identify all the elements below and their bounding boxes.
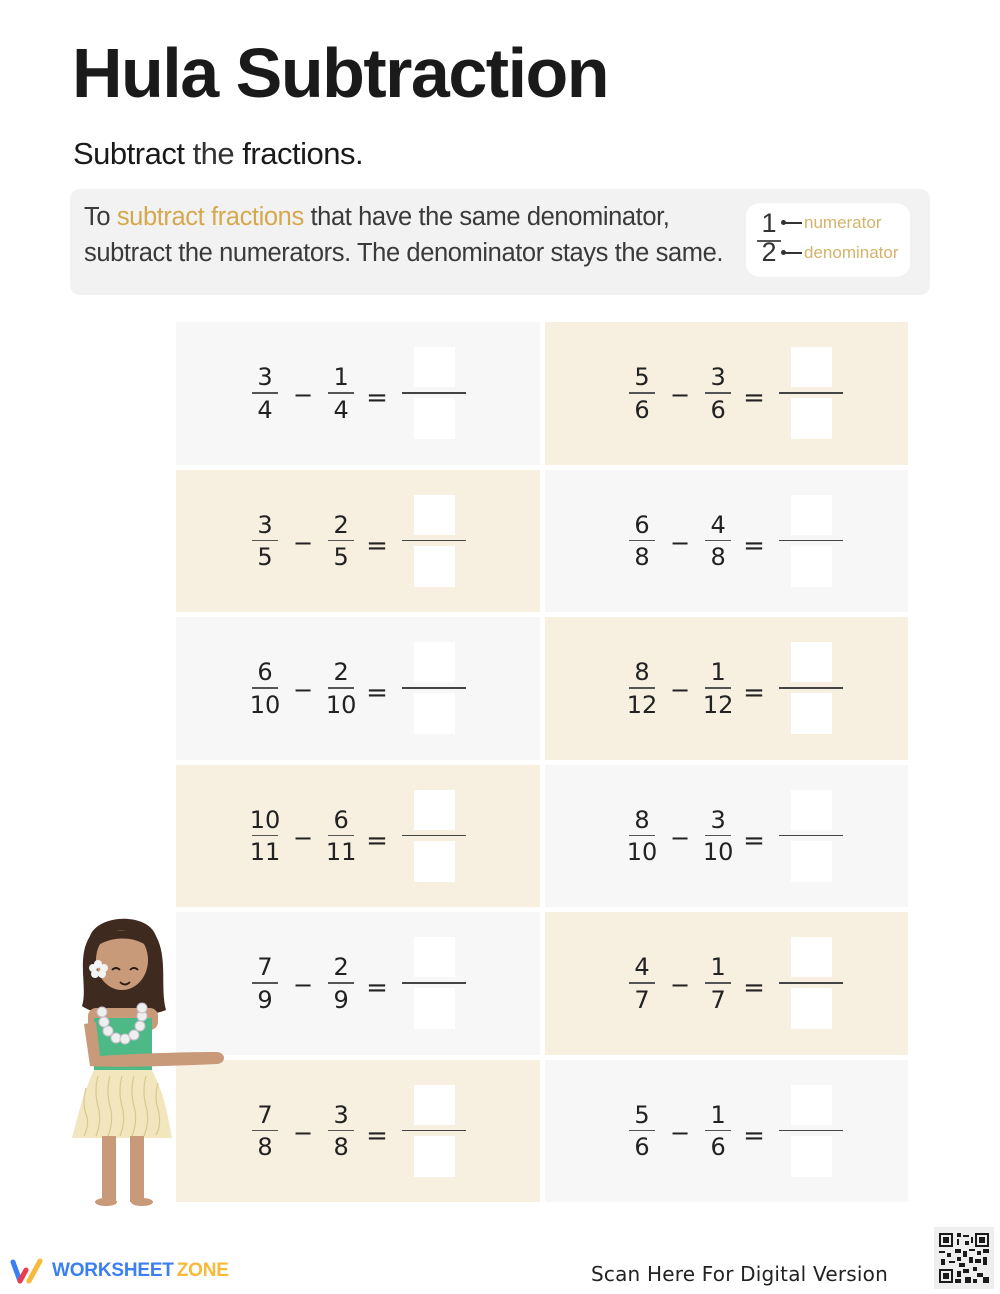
fraction-a-numerator: 10 [249, 805, 281, 834]
fraction-a-numerator: 8 [634, 805, 650, 834]
equals-sign: = [366, 383, 388, 414]
problem-cell-5 [176, 617, 540, 760]
qr-code-icon[interactable] [934, 1227, 994, 1289]
minus-sign: − [293, 676, 314, 705]
answer-fraction-bar [779, 687, 843, 689]
fraction-a-denominator: 10 [249, 690, 281, 719]
subtraction-problem [250, 912, 468, 1055]
answer-fraction-bar [402, 687, 466, 689]
fraction-b-denominator: 6 [710, 395, 726, 424]
problem-cell-11 [176, 1060, 540, 1203]
minus-sign: − [670, 823, 691, 852]
fraction-b [703, 365, 733, 422]
subtraction-problem [627, 912, 845, 1055]
answer-fraction-bar [779, 540, 843, 542]
problem-cell-1 [176, 322, 540, 465]
minus-sign: − [670, 381, 691, 410]
minus-sign: − [670, 971, 691, 1000]
equals-sign: = [743, 383, 765, 414]
instructions-suffix: that have the same denominator, subtract the numerators. The denominator stays the same. [84, 203, 724, 267]
fraction-b [703, 660, 733, 717]
fraction-b [702, 805, 734, 866]
arrow-left-icon [782, 252, 802, 254]
fraction-b-numerator: 3 [710, 805, 726, 834]
equals-sign: = [366, 973, 388, 1004]
answer-fraction [779, 495, 845, 587]
instructions-prefix: To [84, 203, 117, 231]
fraction-a-denominator: 6 [634, 395, 650, 424]
subtitle-word-the: the [184, 136, 243, 171]
worksheet-zone-logo-icon [10, 1258, 46, 1284]
fraction-b [703, 510, 733, 571]
problem-cell-10 [545, 912, 908, 1055]
page-subtitle [73, 136, 363, 172]
instructions-text [84, 199, 744, 271]
fraction-a-numerator: 5 [634, 1100, 650, 1129]
example-denominator: 2 [761, 237, 777, 267]
answer-fraction [402, 642, 468, 734]
fraction-a-denominator: 4 [257, 395, 273, 424]
fraction-a-numerator: 5 [634, 363, 650, 391]
example-numerator: 1 [761, 208, 777, 238]
answer-denominator-box[interactable] [414, 841, 455, 882]
problem-cell-6 [545, 617, 908, 760]
logo-text-zone: ZONE [176, 1260, 229, 1281]
fraction-b [326, 1100, 356, 1161]
answer-fraction [779, 642, 845, 734]
answer-numerator-box[interactable] [414, 642, 455, 682]
fraction-a [626, 805, 658, 866]
minus-sign: − [293, 381, 314, 410]
minus-sign: − [293, 528, 314, 557]
equals-sign: = [366, 678, 388, 709]
fraction-a [250, 660, 280, 717]
answer-fraction-bar [402, 392, 466, 394]
scan-instruction: Scan Here For Digital Version [591, 1262, 888, 1286]
fraction-a-denominator: 8 [634, 543, 650, 571]
fraction-a-denominator: 9 [257, 985, 273, 1014]
fraction-b-denominator: 6 [710, 1133, 726, 1161]
answer-fraction-bar [779, 1130, 843, 1132]
fraction-a-numerator: 6 [257, 658, 273, 686]
problem-cell-12 [545, 1060, 908, 1203]
fraction-b-denominator: 7 [710, 985, 726, 1014]
answer-numerator-box[interactable] [791, 347, 832, 387]
answer-numerator-box[interactable] [791, 1085, 832, 1125]
fraction-b-denominator: 4 [333, 395, 349, 424]
fraction-b-numerator: 4 [710, 510, 726, 539]
equals-sign: = [743, 678, 765, 709]
answer-fraction [779, 790, 845, 882]
answer-numerator-box[interactable] [791, 790, 832, 830]
fraction-a-denominator: 12 [626, 690, 658, 719]
subtitle-word-fractions: fractions. [242, 136, 364, 171]
subtraction-problem [250, 765, 468, 908]
instructions-box [70, 189, 930, 295]
fraction-a [627, 365, 657, 422]
fraction-a [250, 510, 280, 571]
worksheet-zone-logo[interactable] [10, 1258, 229, 1284]
logo-text-worksheet: WORKSHEET [52, 1260, 174, 1281]
fraction-b [326, 660, 356, 717]
fraction-a [250, 1100, 280, 1161]
numerator-label [782, 213, 881, 233]
fraction-b-numerator: 3 [333, 1100, 349, 1129]
answer-fraction [402, 937, 468, 1029]
answer-fraction [779, 937, 845, 1029]
fraction-a-denominator: 8 [257, 1133, 273, 1161]
answer-fraction-bar [779, 982, 843, 984]
fraction-b [326, 955, 356, 1012]
answer-fraction-bar [779, 835, 843, 837]
answer-numerator-box[interactable] [414, 495, 455, 535]
answer-numerator-box[interactable] [791, 642, 832, 682]
answer-numerator-box[interactable] [414, 347, 455, 387]
fraction-b-denominator: 8 [333, 1133, 349, 1161]
problem-grid [176, 322, 908, 1202]
fraction-a-denominator: 7 [634, 985, 650, 1014]
answer-denominator-box[interactable] [414, 693, 455, 734]
answer-denominator-box[interactable] [791, 693, 832, 734]
fraction-b-denominator: 11 [325, 838, 357, 866]
fraction-a [627, 510, 657, 571]
answer-denominator-box[interactable] [791, 546, 832, 587]
fraction-b-numerator: 6 [333, 805, 349, 834]
fraction-b-numerator: 2 [333, 510, 349, 539]
subtraction-problem [250, 617, 468, 760]
fraction-b-denominator: 10 [325, 690, 357, 719]
subtraction-problem [250, 470, 468, 613]
subtitle-word-subtract: Subtract [73, 136, 185, 171]
answer-fraction-bar [402, 1130, 466, 1132]
answer-numerator-box[interactable] [414, 1085, 455, 1125]
fraction-a [249, 805, 281, 866]
subtraction-problem [627, 1060, 845, 1203]
equals-sign: = [366, 825, 388, 856]
fraction-b [325, 805, 357, 866]
minus-sign: − [670, 676, 691, 705]
minus-sign: − [293, 823, 314, 852]
fraction-b-denominator: 8 [710, 543, 726, 571]
fraction-a-numerator: 3 [257, 363, 273, 391]
answer-denominator-box[interactable] [791, 988, 832, 1029]
page-title: Hula Subtraction [72, 34, 609, 112]
minus-sign: − [293, 1118, 314, 1147]
subtraction-problem [250, 1060, 468, 1203]
fraction-b-numerator: 1 [710, 953, 726, 981]
answer-denominator-box[interactable] [414, 1136, 455, 1177]
fraction-b-denominator: 12 [702, 690, 734, 719]
answer-denominator-box[interactable] [791, 1136, 832, 1177]
fraction-a [627, 660, 657, 717]
answer-fraction-bar [402, 835, 466, 837]
fraction-b-numerator: 1 [710, 658, 726, 686]
fraction-a-numerator: 3 [257, 510, 273, 539]
fraction-a-numerator: 7 [257, 953, 273, 981]
fraction-a-denominator: 5 [257, 543, 273, 571]
answer-fraction [779, 1085, 845, 1177]
fraction-a-numerator: 7 [257, 1100, 273, 1129]
equals-sign: = [743, 530, 765, 561]
arrow-left-icon [782, 222, 802, 224]
answer-fraction [402, 495, 468, 587]
answer-fraction [402, 1085, 468, 1177]
fraction-a-denominator: 6 [634, 1133, 650, 1161]
answer-fraction-bar [402, 540, 466, 542]
answer-denominator-box[interactable] [791, 841, 832, 882]
problem-cell-3 [176, 470, 540, 613]
fraction-b-denominator: 5 [333, 543, 349, 571]
equals-sign: = [743, 973, 765, 1004]
answer-numerator-box[interactable] [791, 495, 832, 535]
hula-girl-illustration [68, 918, 228, 1208]
subtraction-problem [627, 765, 845, 908]
fraction-a-numerator: 8 [634, 658, 650, 686]
instructions-highlight: subtract fractions [116, 203, 304, 231]
minus-sign: − [293, 971, 314, 1000]
problem-cell-4 [545, 470, 908, 613]
answer-numerator-box[interactable] [414, 790, 455, 830]
answer-numerator-box[interactable] [791, 937, 832, 977]
answer-fraction [779, 347, 845, 439]
fraction-a-denominator: 11 [249, 838, 281, 866]
fraction-a-numerator: 4 [634, 953, 650, 981]
answer-denominator-box[interactable] [414, 398, 455, 439]
answer-numerator-box[interactable] [414, 937, 455, 977]
answer-fraction-bar [402, 982, 466, 984]
fraction-b [703, 955, 733, 1012]
problem-cell-7 [176, 765, 540, 908]
fraction-b-numerator: 1 [333, 363, 349, 391]
denominator-label [782, 243, 899, 263]
fraction-example-card [746, 203, 910, 277]
answer-denominator-box[interactable] [414, 546, 455, 587]
fraction-b-numerator: 3 [710, 363, 726, 391]
subtraction-problem [250, 322, 468, 465]
equals-sign: = [366, 1120, 388, 1151]
answer-fraction-bar [779, 392, 843, 394]
answer-fraction [402, 347, 468, 439]
fraction-b-denominator: 9 [333, 985, 349, 1014]
problem-cell-8 [545, 765, 908, 908]
subtraction-problem [627, 617, 845, 760]
logo-text [52, 1260, 229, 1282]
problem-cell-2 [545, 322, 908, 465]
minus-sign: − [670, 528, 691, 557]
equals-sign: = [366, 530, 388, 561]
fraction-b [326, 365, 356, 422]
fraction-b-numerator: 2 [333, 658, 349, 686]
denominator-label-text: denominator [804, 243, 899, 262]
numerator-label-text: numerator [804, 213, 882, 232]
fraction-a [627, 955, 657, 1012]
fraction-a [250, 365, 280, 422]
fraction-b [703, 1100, 733, 1161]
subtraction-problem [627, 470, 845, 613]
answer-fraction [402, 790, 468, 882]
fraction-b-numerator: 1 [710, 1100, 726, 1129]
fraction-a [250, 955, 280, 1012]
minus-sign: − [670, 1118, 691, 1147]
fraction-a-denominator: 10 [626, 838, 658, 866]
answer-denominator-box[interactable] [791, 398, 832, 439]
problem-cell-9 [176, 912, 540, 1055]
equals-sign: = [743, 825, 765, 856]
fraction-b [326, 510, 356, 571]
fraction-b-numerator: 2 [333, 953, 349, 981]
fraction-a [627, 1100, 657, 1161]
fraction-a-numerator: 6 [634, 510, 650, 539]
answer-denominator-box[interactable] [414, 988, 455, 1029]
subtraction-problem [627, 322, 845, 465]
equals-sign: = [743, 1120, 765, 1151]
fraction-b-denominator: 10 [702, 838, 734, 866]
